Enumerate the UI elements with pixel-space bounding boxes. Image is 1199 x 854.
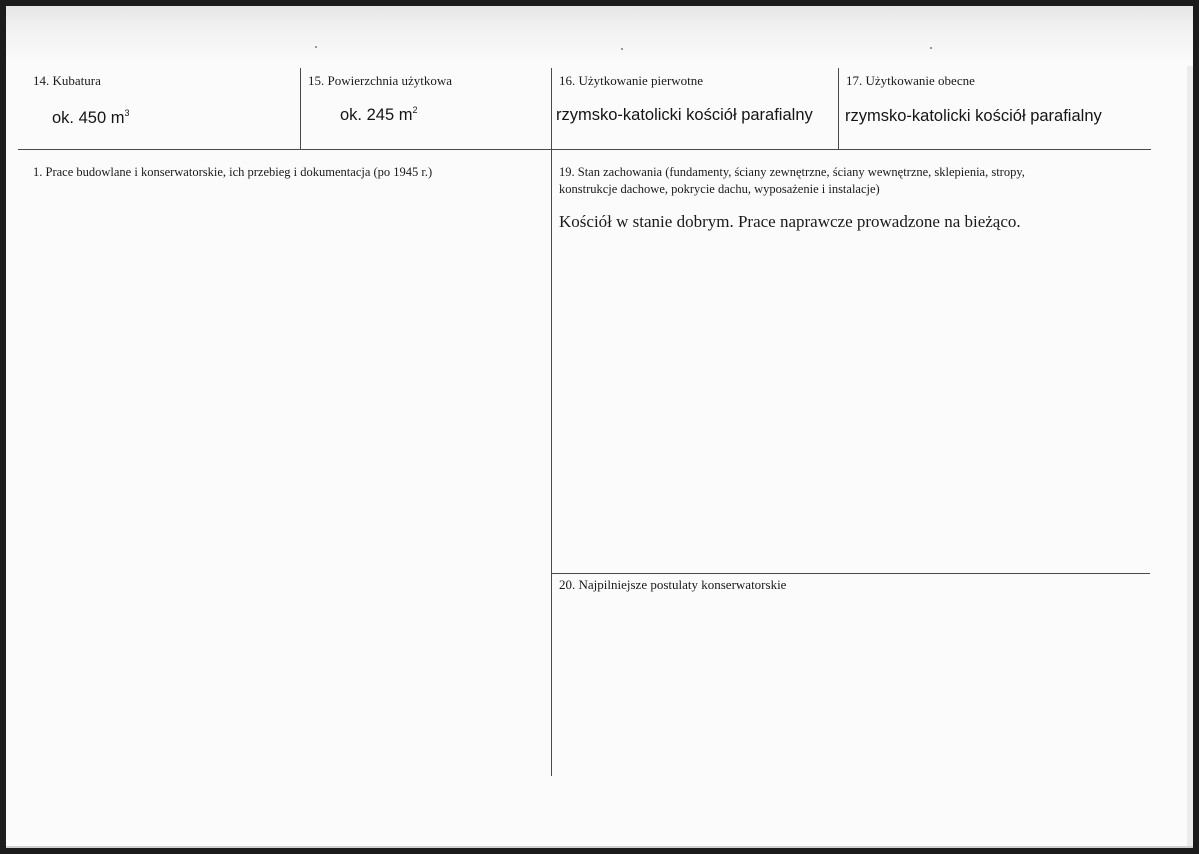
scan-edge: [1187, 66, 1193, 846]
scan-speck: [315, 46, 317, 48]
field-1-label: 1. Prace budowlane i konserwatorskie, ich przebieg i dokumentacja (po 1945 r.): [33, 165, 433, 179]
field-20-top-line: [552, 573, 1150, 574]
lower-column-divider: [551, 150, 552, 776]
top-row-bottom-line: [18, 149, 1151, 150]
field-14-value: ok. 450 $m^3$: [52, 108, 130, 127]
scan-speck: [930, 47, 932, 49]
field-19-value: Kościół w stanie dobrym. Prace naprawcze prowadzone na bieżąco.: [559, 212, 1021, 231]
field-19-label: [559, 164, 1119, 198]
scan-speck: [621, 48, 623, 50]
field-17-value: rzymsko-katolicki kościół parafialny: [845, 107, 1102, 125]
form-sheet: [6, 6, 1193, 848]
divider-15-16: [551, 68, 552, 150]
field-19-label-line2: konstrukcje dachowe, pokrycie dachu, wyposażenie i instalacje): [559, 182, 880, 196]
field-14-label: 14. Kubatura: [33, 73, 101, 88]
field-19-label-line1: 19. Stan zachowania (fundamenty, ściany zewnętrzne, ściany wewnętrzne, sklepienia, stropy,: [559, 165, 1025, 179]
field-20-label: 20. Najpilniejsze postulaty konserwatorskie: [559, 577, 787, 592]
divider-16-17: [838, 68, 839, 150]
field-15-value: ok. 245 $m^2$: [340, 105, 418, 124]
field-16-label: 16. Użytkowanie pierwotne: [559, 73, 704, 88]
field-15-label: 15. Powierzchnia użytkowa: [308, 73, 453, 88]
field-17-label: 17. Użytkowanie obecne: [846, 73, 975, 88]
scan-shadow: [6, 6, 1193, 62]
field-16-value: rzymsko-katolicki kościół parafialny: [556, 106, 813, 124]
divider-14-15: [300, 68, 301, 150]
